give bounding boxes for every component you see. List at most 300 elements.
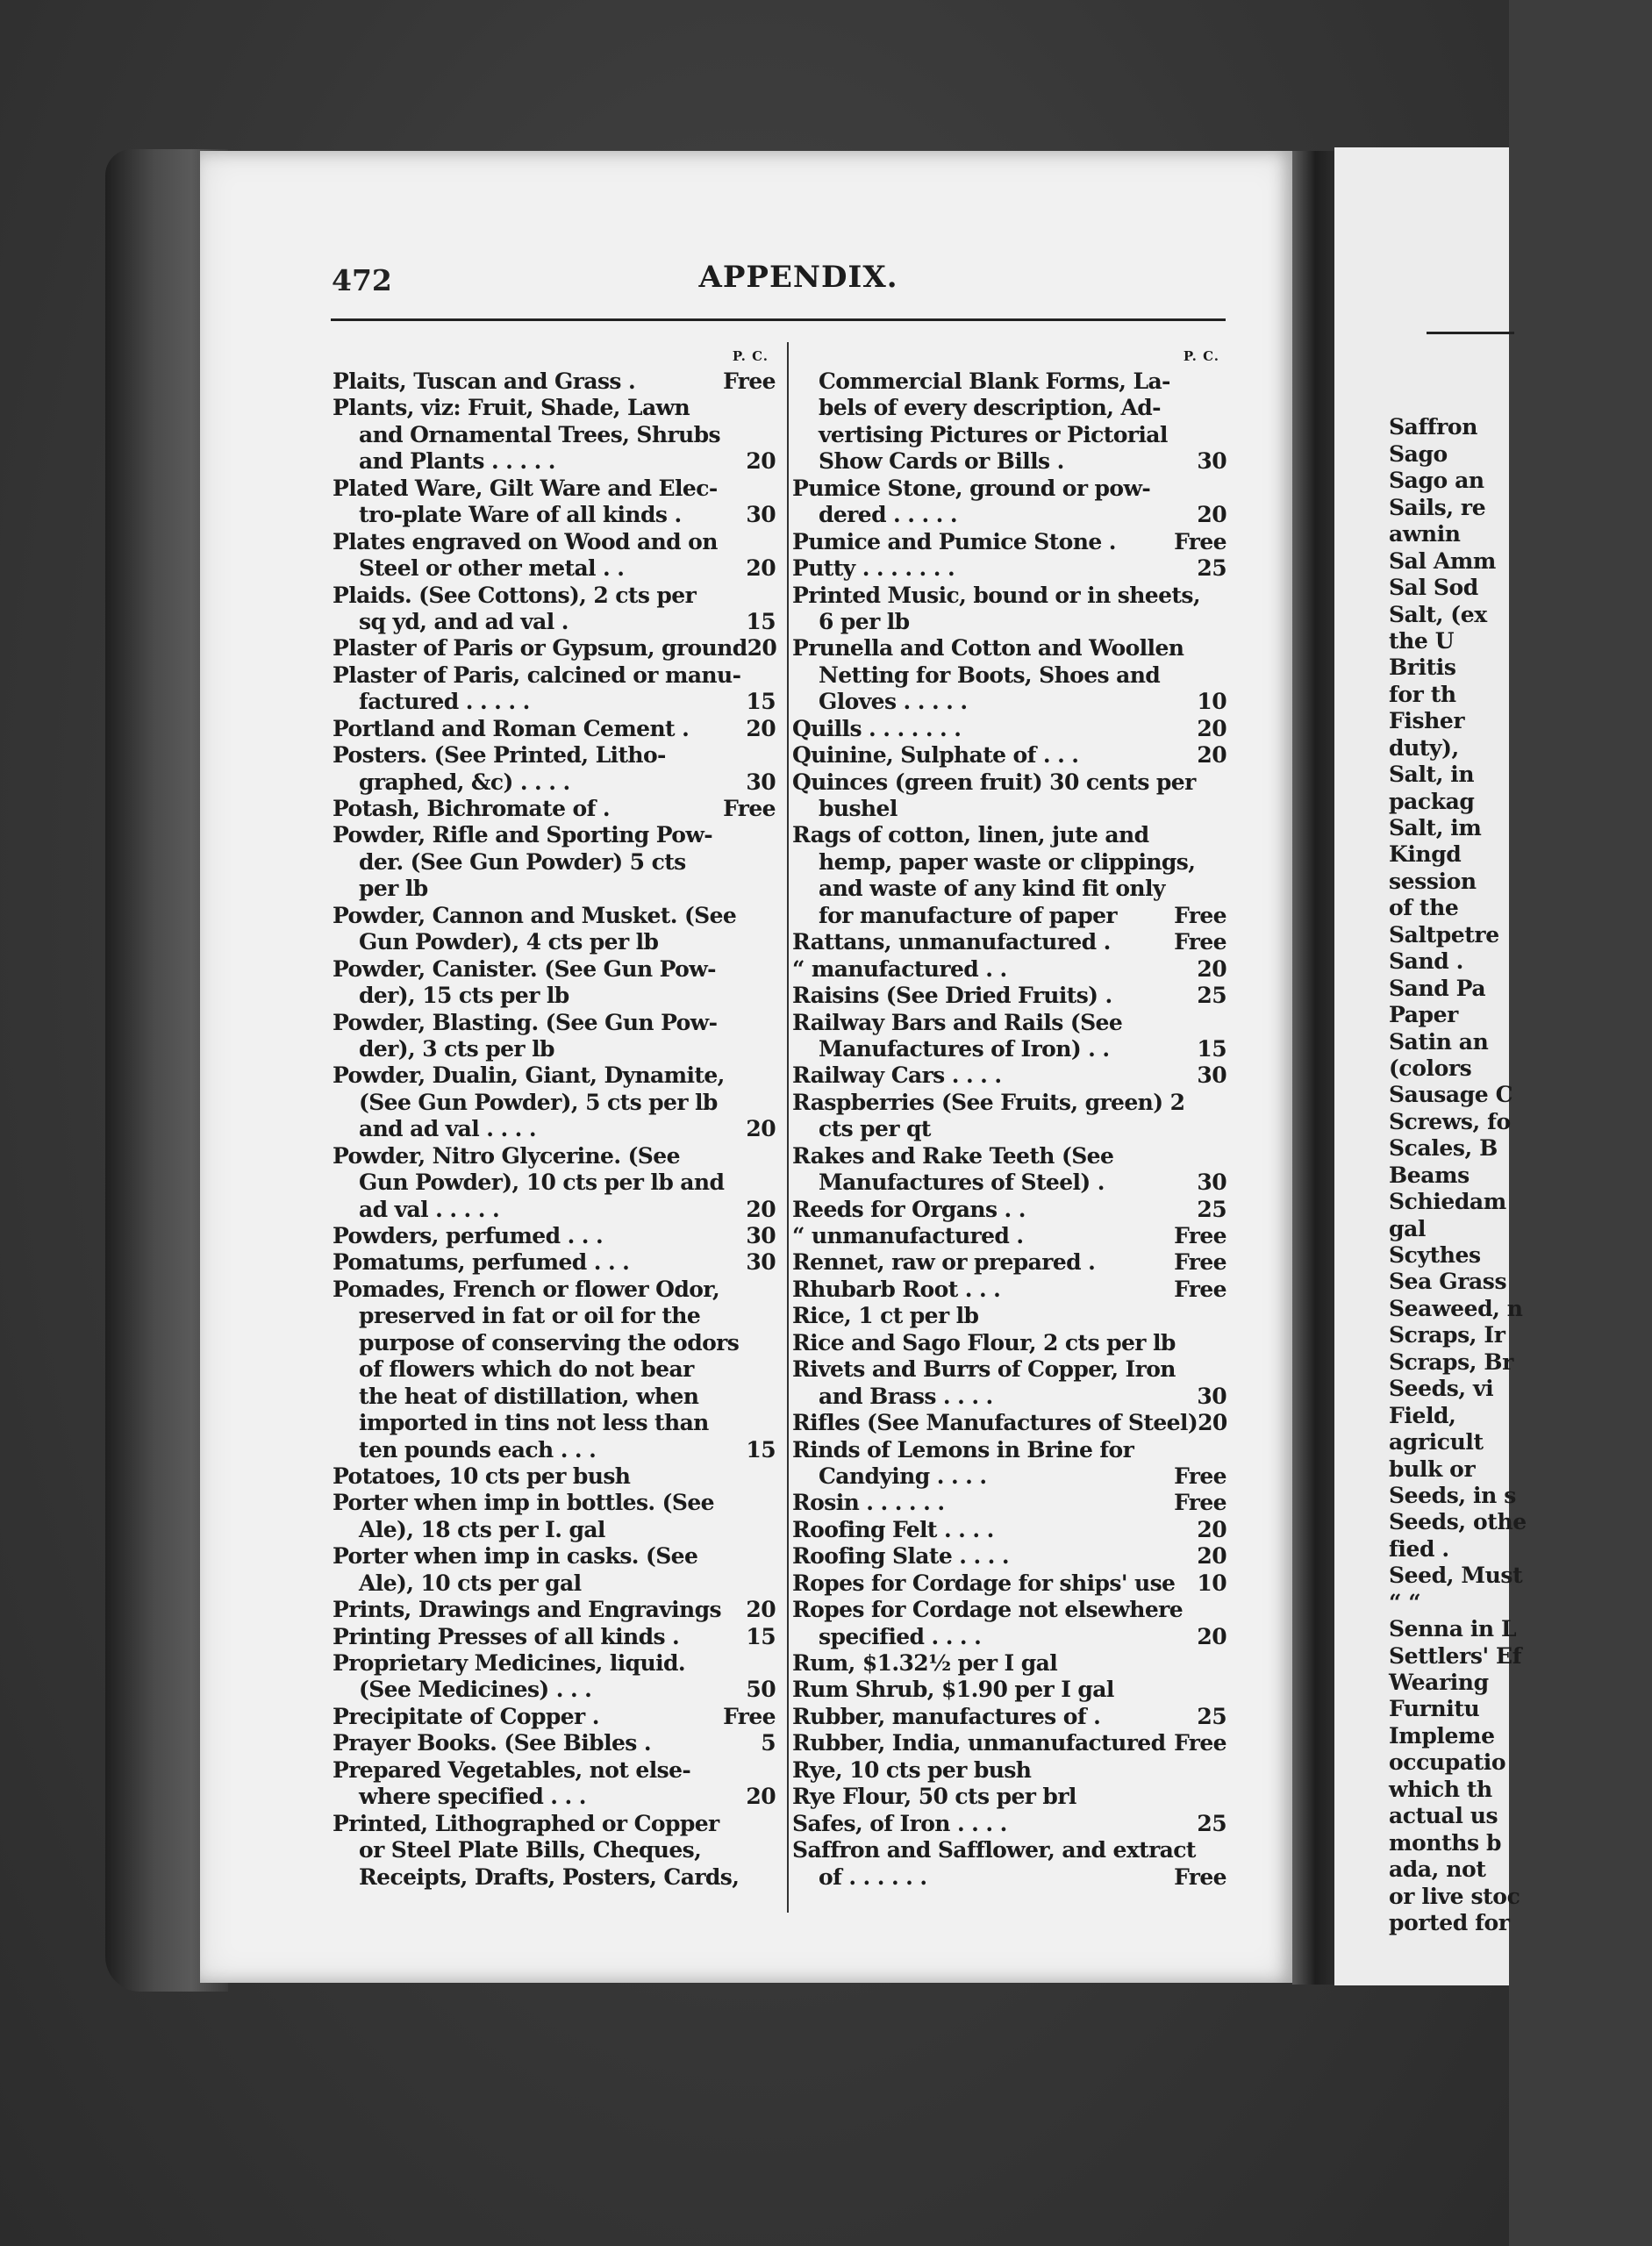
entry-text: Plaids. (See Cottons), 2 cts per bbox=[333, 582, 697, 608]
duty-rate: 25 bbox=[1197, 983, 1226, 1009]
facing-page-line: the U bbox=[1389, 627, 1455, 654]
entry-line bbox=[792, 1570, 1226, 1597]
tariff-entry bbox=[792, 769, 1226, 823]
facing-page-line: Sausage C bbox=[1389, 1082, 1513, 1108]
duty-rate: 25 bbox=[1197, 1810, 1226, 1836]
tariff-entry bbox=[333, 635, 776, 662]
duty-rate: 20 bbox=[746, 1196, 776, 1222]
entry-text: Pomades, French or flower Odor, bbox=[333, 1276, 720, 1302]
facing-page-line: (colors bbox=[1389, 1055, 1472, 1081]
entry-text: 6 per lb bbox=[819, 608, 910, 634]
facing-page-line: Salt, im bbox=[1389, 815, 1482, 840]
facing-page-line: Furnitu bbox=[1389, 1696, 1480, 1722]
duty-rate: 20 bbox=[1197, 955, 1226, 982]
tariff-entry bbox=[333, 1249, 776, 1276]
facing-page-line: Saffron bbox=[1389, 414, 1477, 440]
duty-rate: 20 bbox=[1197, 1543, 1226, 1570]
entry-line bbox=[333, 529, 776, 555]
entry-line bbox=[333, 956, 776, 983]
tariff-entry bbox=[333, 368, 776, 395]
entry-text: (See Gun Powder), 5 cts per lb bbox=[359, 1089, 718, 1115]
tariff-entry bbox=[333, 1490, 776, 1543]
entry-text: “ manufactured . . bbox=[792, 955, 1007, 982]
entry-line bbox=[792, 609, 1226, 635]
entry-text: Prunella and Cotton and Woollen bbox=[792, 635, 1184, 662]
entry-text: Rye Flour, 50 cts per brl bbox=[792, 1784, 1076, 1810]
entry-text: Rum Shrub, $1.90 per I gal bbox=[792, 1677, 1114, 1703]
entry-text: Printing Presses of all kinds . bbox=[333, 1623, 680, 1649]
duty-rate: 30 bbox=[1197, 448, 1226, 475]
tariff-entry bbox=[333, 1704, 776, 1730]
entry-line bbox=[792, 1437, 1226, 1463]
duty-rate: Free bbox=[1174, 1730, 1226, 1756]
entry-text: Powder, Dualin, Giant, Dynamite, bbox=[333, 1062, 725, 1089]
tariff-entry bbox=[792, 1062, 1226, 1089]
duty-rate: 10 bbox=[1197, 1570, 1226, 1596]
entry-line bbox=[792, 1837, 1226, 1863]
entry-line bbox=[333, 1169, 776, 1196]
tariff-entry bbox=[792, 1143, 1226, 1197]
entry-text: Netting for Boots, Shoes and bbox=[819, 662, 1161, 688]
entry-line bbox=[333, 1277, 776, 1303]
entry-text: Receipts, Drafts, Posters, Cards, bbox=[359, 1863, 740, 1890]
entry-line bbox=[792, 742, 1226, 769]
entry-line bbox=[792, 983, 1226, 1009]
entry-text: Pomatums, perfumed . . . bbox=[333, 1249, 630, 1276]
entry-text: Posters. (See Printed, Litho- bbox=[333, 742, 666, 769]
entry-text: Safes, of Iron . . . . bbox=[792, 1810, 1007, 1836]
duty-rate: Free bbox=[1174, 929, 1226, 955]
duty-rate: 30 bbox=[746, 769, 776, 795]
facing-page bbox=[1334, 147, 1527, 1985]
entry-line bbox=[792, 849, 1226, 876]
duty-rate: Free bbox=[1174, 1276, 1226, 1302]
duty-rate: 20 bbox=[746, 1784, 776, 1810]
tariff-entry bbox=[333, 1597, 776, 1623]
entry-line bbox=[792, 956, 1226, 983]
entry-line bbox=[333, 1330, 776, 1356]
entry-line bbox=[333, 1062, 776, 1089]
tariff-entry bbox=[792, 1356, 1226, 1410]
entry-line bbox=[792, 1811, 1226, 1837]
facing-page-line: packag bbox=[1389, 788, 1475, 814]
tariff-entry bbox=[333, 1010, 776, 1063]
entry-text: Pumice and Pumice Stone . bbox=[792, 528, 1116, 554]
facing-page-line: which th bbox=[1389, 1776, 1492, 1802]
entry-text: Powder, Blasting. (See Gun Pow- bbox=[333, 1009, 718, 1035]
left-column bbox=[333, 344, 776, 1891]
facing-page-line: Satin an bbox=[1389, 1028, 1489, 1055]
entry-text: factured . . . . . bbox=[359, 689, 530, 715]
entry-line bbox=[333, 1730, 776, 1756]
facing-page-line bbox=[1389, 388, 1652, 414]
entry-line bbox=[792, 903, 1226, 929]
facing-page-line: Sand . bbox=[1389, 948, 1463, 975]
entry-line bbox=[333, 983, 776, 1009]
entry-text: Rubber, manufactures of . bbox=[792, 1703, 1101, 1729]
tariff-entry bbox=[333, 1757, 776, 1811]
entry-text: for manufacture of paper bbox=[819, 902, 1117, 928]
entry-line bbox=[333, 1249, 776, 1276]
entry-line bbox=[333, 1223, 776, 1249]
entry-line bbox=[333, 1677, 776, 1703]
tariff-entry bbox=[333, 742, 776, 796]
duty-rate: Free bbox=[1174, 1223, 1226, 1248]
entry-text: Plaster of Paris or Gypsum, ground bbox=[333, 635, 747, 662]
entry-line bbox=[333, 395, 776, 421]
entry-text: imported in tins not less than bbox=[359, 1410, 709, 1436]
facing-page-line: Settlers' Ef bbox=[1389, 1642, 1522, 1669]
entry-line bbox=[333, 929, 776, 955]
tariff-entry bbox=[792, 1597, 1226, 1650]
entry-text: Rinds of Lemons in Brine for bbox=[792, 1436, 1134, 1463]
entry-line bbox=[333, 1784, 776, 1810]
duty-rate: 20 bbox=[747, 635, 777, 662]
entry-line bbox=[792, 769, 1226, 796]
entry-line bbox=[792, 583, 1226, 609]
entry-line bbox=[333, 1410, 776, 1436]
tariff-entry bbox=[792, 635, 1226, 715]
entry-line bbox=[333, 1543, 776, 1570]
entry-text: Ale), 18 cts per I. gal bbox=[359, 1516, 605, 1542]
facing-page-line: Salt, (ex bbox=[1389, 601, 1487, 627]
entry-line bbox=[333, 422, 776, 448]
entry-line bbox=[792, 1197, 1226, 1223]
entry-line bbox=[333, 1704, 776, 1730]
column-divider bbox=[787, 342, 789, 1913]
duty-rate: 30 bbox=[746, 1249, 776, 1276]
entry-text: of flowers which do not bear bbox=[359, 1356, 694, 1383]
entry-text: graphed, &c) . . . . bbox=[359, 769, 570, 795]
facing-page-line: Scales, B bbox=[1389, 1135, 1498, 1162]
facing-page-line: ada, not bbox=[1389, 1856, 1486, 1883]
entry-text: Powder, Canister. (See Gun Pow- bbox=[333, 955, 716, 982]
duty-rate: 15 bbox=[746, 608, 776, 634]
duty-rate: 25 bbox=[1197, 1196, 1226, 1222]
facing-page-line: Saltpetre bbox=[1389, 921, 1499, 948]
entry-line bbox=[792, 1517, 1226, 1543]
entry-line bbox=[792, 1543, 1226, 1570]
duty-rate: 15 bbox=[746, 1436, 776, 1463]
facing-page-line: Salt, in bbox=[1389, 762, 1475, 788]
entry-line bbox=[792, 1303, 1226, 1329]
entry-line bbox=[333, 1303, 776, 1329]
entry-line bbox=[333, 1384, 776, 1410]
entry-line bbox=[792, 1036, 1226, 1062]
tariff-entry bbox=[792, 956, 1226, 983]
entry-text: Rye, 10 cts per bush bbox=[792, 1756, 1032, 1783]
entry-text: “ unmanufactured . bbox=[792, 1223, 1024, 1248]
entry-line bbox=[333, 476, 776, 502]
entry-line bbox=[792, 476, 1226, 502]
entry-text: der), 3 cts per lb bbox=[359, 1035, 554, 1062]
tariff-entry bbox=[333, 1650, 776, 1704]
entry-text: Rattans, unmanufactured . bbox=[792, 929, 1111, 955]
tariff-entry bbox=[333, 529, 776, 583]
entry-text: Powder, Nitro Glycerine. (See bbox=[333, 1142, 680, 1169]
duty-rate: 30 bbox=[1197, 1062, 1226, 1089]
entry-line bbox=[333, 1811, 776, 1837]
entry-text: ten pounds each . . . bbox=[359, 1436, 597, 1463]
entry-text: tro-plate Ware of all kinds . bbox=[359, 502, 682, 528]
tariff-entry bbox=[792, 1437, 1226, 1491]
entry-text: Plaits, Tuscan and Grass . bbox=[333, 368, 636, 394]
facing-page-line: Scraps, Br bbox=[1389, 1348, 1513, 1375]
entry-line bbox=[792, 1597, 1226, 1623]
entry-line bbox=[333, 1437, 776, 1463]
duty-rate: 20 bbox=[1198, 1410, 1227, 1436]
tariff-entry bbox=[792, 1490, 1226, 1516]
entry-line bbox=[792, 1330, 1226, 1356]
tariff-entry bbox=[792, 1410, 1226, 1436]
facing-page-line: actual us bbox=[1389, 1803, 1498, 1829]
tariff-entry bbox=[792, 1517, 1226, 1543]
entry-line bbox=[792, 529, 1226, 555]
entry-line bbox=[792, 1463, 1226, 1490]
entry-line bbox=[333, 689, 776, 715]
facing-page-line: of the bbox=[1389, 895, 1459, 921]
facing-page-line: bulk or bbox=[1389, 1456, 1476, 1482]
facing-page-text bbox=[1389, 388, 1652, 1936]
facing-page-line: duty), bbox=[1389, 734, 1459, 761]
facing-page-line: Seaweed, n bbox=[1389, 1295, 1523, 1321]
duty-rate: 20 bbox=[746, 555, 776, 582]
duty-rate: Free bbox=[1174, 1249, 1226, 1276]
entry-text: dered . . . . . bbox=[819, 502, 957, 528]
tariff-entry bbox=[792, 555, 1226, 582]
entry-text: Rivets and Burrs of Copper, Iron bbox=[792, 1356, 1176, 1383]
entry-text: and Plants . . . . . bbox=[359, 448, 555, 475]
tariff-entry bbox=[792, 822, 1226, 929]
entry-text: Rubber, India, unmanufactured bbox=[792, 1730, 1166, 1756]
entry-text: of . . . . . . bbox=[819, 1863, 927, 1890]
tariff-entry bbox=[792, 1677, 1226, 1703]
entry-text: cts per qt bbox=[819, 1116, 931, 1142]
entry-line bbox=[333, 1036, 776, 1062]
entry-text: Ropes for Cordage for ships' use bbox=[792, 1570, 1176, 1596]
column-header: P. C. bbox=[732, 348, 769, 364]
entry-line bbox=[792, 1143, 1226, 1169]
facing-page-line: Seeds, vi bbox=[1389, 1376, 1494, 1402]
entry-text: Gloves . . . . . bbox=[819, 689, 968, 715]
tariff-entry bbox=[792, 1650, 1226, 1677]
facing-page-line: Scraps, Ir bbox=[1389, 1322, 1505, 1348]
entry-text: Raspberries (See Fruits, green) 2 bbox=[792, 1089, 1185, 1115]
entry-line bbox=[792, 502, 1226, 528]
duty-rate: 20 bbox=[1197, 742, 1226, 769]
entry-text: der), 15 cts per lb bbox=[359, 983, 569, 1009]
entry-text: Manufactures of Iron) . . bbox=[819, 1035, 1110, 1062]
tariff-entry bbox=[792, 529, 1226, 555]
entry-line bbox=[333, 662, 776, 689]
duty-rate: Free bbox=[723, 1703, 776, 1729]
entry-text: purpose of conserving the odors bbox=[359, 1329, 740, 1355]
tariff-entry bbox=[792, 1757, 1226, 1784]
entry-text: Prints, Drawings and Engravings bbox=[333, 1597, 721, 1623]
entry-line bbox=[792, 1730, 1226, 1756]
entry-line bbox=[792, 635, 1226, 662]
entry-text: der. (See Gun Powder) 5 cts bbox=[359, 848, 686, 875]
entry-line bbox=[792, 1116, 1226, 1142]
entry-line bbox=[792, 1062, 1226, 1089]
entry-text: Gun Powder), 4 cts per lb bbox=[359, 929, 659, 955]
tariff-entry bbox=[792, 1303, 1226, 1329]
facing-page-line: occupatio bbox=[1389, 1749, 1506, 1776]
entry-text: Plaster of Paris, calcined or manu- bbox=[333, 662, 741, 688]
entry-line bbox=[792, 1277, 1226, 1303]
facing-page-line: Sal Sod bbox=[1389, 575, 1478, 601]
duty-rate: 20 bbox=[1197, 502, 1226, 528]
tariff-entry bbox=[792, 368, 1226, 476]
entry-line bbox=[333, 742, 776, 769]
entry-line bbox=[792, 368, 1226, 395]
facing-page-line: Seeds, in s bbox=[1389, 1482, 1516, 1508]
entry-line bbox=[333, 583, 776, 609]
entry-text: Rhubarb Root . . . bbox=[792, 1276, 1001, 1302]
duty-rate: 15 bbox=[746, 689, 776, 715]
tariff-entry bbox=[333, 822, 776, 902]
entry-line bbox=[792, 929, 1226, 955]
facing-page-line: Seed, Must bbox=[1389, 1563, 1523, 1589]
entry-text: Plates engraved on Wood and on bbox=[333, 528, 718, 554]
tariff-entry bbox=[792, 1730, 1226, 1756]
entry-text: Rosin . . . . . . bbox=[792, 1490, 945, 1516]
entry-text: and Ornamental Trees, Shrubs bbox=[359, 421, 720, 447]
entry-line bbox=[792, 1010, 1226, 1036]
entry-text: Railway Cars . . . . bbox=[792, 1062, 1002, 1089]
entry-text: Ale), 10 cts per gal bbox=[359, 1570, 582, 1596]
entry-text: Portland and Roman Cement . bbox=[333, 715, 690, 741]
tariff-entry bbox=[333, 395, 776, 475]
entry-line bbox=[792, 1757, 1226, 1784]
facing-page-line: Fisher bbox=[1389, 708, 1465, 734]
page-number: 472 bbox=[332, 263, 392, 297]
entry-text: Rakes and Rake Teeth (See bbox=[792, 1142, 1114, 1169]
duty-rate: 25 bbox=[1197, 1703, 1226, 1729]
entry-text: Porter when imp in bottles. (See bbox=[333, 1490, 714, 1516]
entry-line bbox=[792, 876, 1226, 902]
facing-page-line: Scythes bbox=[1389, 1242, 1481, 1268]
entry-line bbox=[333, 1837, 776, 1863]
facing-page-line: Paper bbox=[1389, 1002, 1458, 1028]
entry-text: Reeds for Organs . . bbox=[792, 1196, 1026, 1222]
entry-line bbox=[333, 1197, 776, 1223]
entry-text: ad val . . . . . bbox=[359, 1196, 500, 1222]
entry-line bbox=[792, 1704, 1226, 1730]
entry-line bbox=[333, 555, 776, 582]
entry-text: Candying . . . . bbox=[819, 1463, 987, 1489]
duty-rate: Free bbox=[723, 796, 776, 821]
entry-line bbox=[333, 502, 776, 528]
entry-text: Raisins (See Dried Fruits) . bbox=[792, 983, 1112, 1009]
facing-page-line: “ “ bbox=[1389, 1589, 1421, 1615]
entry-text: per lb bbox=[359, 876, 428, 902]
facing-page-line: Impleme bbox=[1389, 1722, 1495, 1749]
entry-text: Roofing Felt . . . . bbox=[792, 1516, 994, 1542]
facing-page-line: Sea Grass bbox=[1389, 1269, 1507, 1295]
duty-rate: Free bbox=[1174, 1463, 1226, 1489]
entry-text: Potash, Bichromate of . bbox=[333, 796, 610, 821]
duty-rate: Free bbox=[1174, 902, 1226, 928]
entry-line bbox=[792, 1784, 1226, 1810]
entry-text: Precipitate of Copper . bbox=[333, 1703, 599, 1729]
entry-line bbox=[333, 716, 776, 742]
facing-page-line: Wearing bbox=[1389, 1670, 1489, 1695]
tariff-entry bbox=[333, 1277, 776, 1463]
entry-text: Printed Music, bound or in sheets, bbox=[792, 582, 1200, 608]
entry-text: Quinces (green fruit) 30 cents per bbox=[792, 769, 1196, 795]
entry-text: Quills . . . . . . . bbox=[792, 715, 962, 741]
tariff-entry bbox=[333, 1463, 776, 1490]
entry-text: Putty . . . . . . . bbox=[792, 555, 955, 582]
tariff-entry bbox=[792, 1223, 1226, 1249]
page-gutter bbox=[1292, 151, 1334, 1985]
duty-rate: Free bbox=[1174, 1863, 1226, 1890]
tariff-entry bbox=[333, 1730, 776, 1756]
entry-line bbox=[333, 1010, 776, 1036]
tariff-entry bbox=[333, 1624, 776, 1650]
duty-rate: 5 bbox=[761, 1730, 776, 1756]
entry-text: Quinine, Sulphate of . . . bbox=[792, 742, 1079, 769]
duty-rate: 15 bbox=[746, 1623, 776, 1649]
entry-text: Rice, 1 ct per lb bbox=[792, 1303, 979, 1329]
entry-text: Gun Powder), 10 cts per lb and bbox=[359, 1169, 725, 1196]
entry-text: (See Medicines) . . . bbox=[359, 1677, 592, 1703]
tariff-entry bbox=[333, 1811, 776, 1891]
tariff-entry bbox=[333, 583, 776, 636]
entry-line bbox=[792, 448, 1226, 475]
entry-line bbox=[333, 822, 776, 848]
entry-text: Porter when imp in casks. (See bbox=[333, 1543, 698, 1570]
entry-line bbox=[792, 555, 1226, 582]
entry-line bbox=[333, 448, 776, 475]
facing-page-line: Kingd bbox=[1389, 841, 1462, 868]
duty-rate: Free bbox=[1174, 528, 1226, 554]
tariff-entry bbox=[333, 1062, 776, 1142]
tariff-entry bbox=[792, 1570, 1226, 1597]
entry-text: Pumice Stone, ground or pow- bbox=[792, 475, 1151, 501]
facing-page-line: Senna in L bbox=[1389, 1616, 1517, 1642]
facing-page-line: Britis bbox=[1389, 654, 1456, 681]
duty-rate: 15 bbox=[1197, 1035, 1226, 1062]
facing-page-line: session bbox=[1389, 868, 1477, 894]
entry-text: Plated Ware, Gilt Ware and Elec- bbox=[333, 475, 718, 501]
entry-text: where specified . . . bbox=[359, 1784, 586, 1810]
duty-rate: 30 bbox=[746, 502, 776, 528]
entry-line bbox=[333, 1864, 776, 1891]
facing-page-line: ported for bbox=[1389, 1909, 1510, 1935]
entry-line bbox=[792, 716, 1226, 742]
entry-line bbox=[333, 1490, 776, 1516]
duty-rate: 20 bbox=[1197, 1623, 1226, 1649]
facing-page-line: Seeds, othe bbox=[1389, 1509, 1527, 1535]
entry-text: Plants, viz: Fruit, Shade, Lawn bbox=[333, 395, 690, 421]
entry-text: Printed, Lithographed or Copper bbox=[333, 1810, 719, 1836]
duty-rate: Free bbox=[723, 368, 776, 394]
entry-text: Saffron and Safflower, and extract bbox=[792, 1837, 1196, 1863]
entry-line bbox=[792, 422, 1226, 448]
entry-text: Manufactures of Steel) . bbox=[819, 1169, 1105, 1196]
tariff-entry bbox=[792, 1704, 1226, 1730]
entry-line bbox=[333, 1597, 776, 1623]
entry-text: and waste of any kind fit only bbox=[819, 876, 1165, 902]
entry-text: Ropes for Cordage not elsewhere bbox=[792, 1597, 1183, 1623]
entry-text: Powder, Cannon and Musket. (See bbox=[333, 902, 737, 928]
entry-text: Commercial Blank Forms, La- bbox=[819, 368, 1170, 394]
tariff-entry bbox=[792, 1090, 1226, 1143]
entry-line bbox=[333, 1757, 776, 1784]
duty-rate: 20 bbox=[746, 715, 776, 741]
